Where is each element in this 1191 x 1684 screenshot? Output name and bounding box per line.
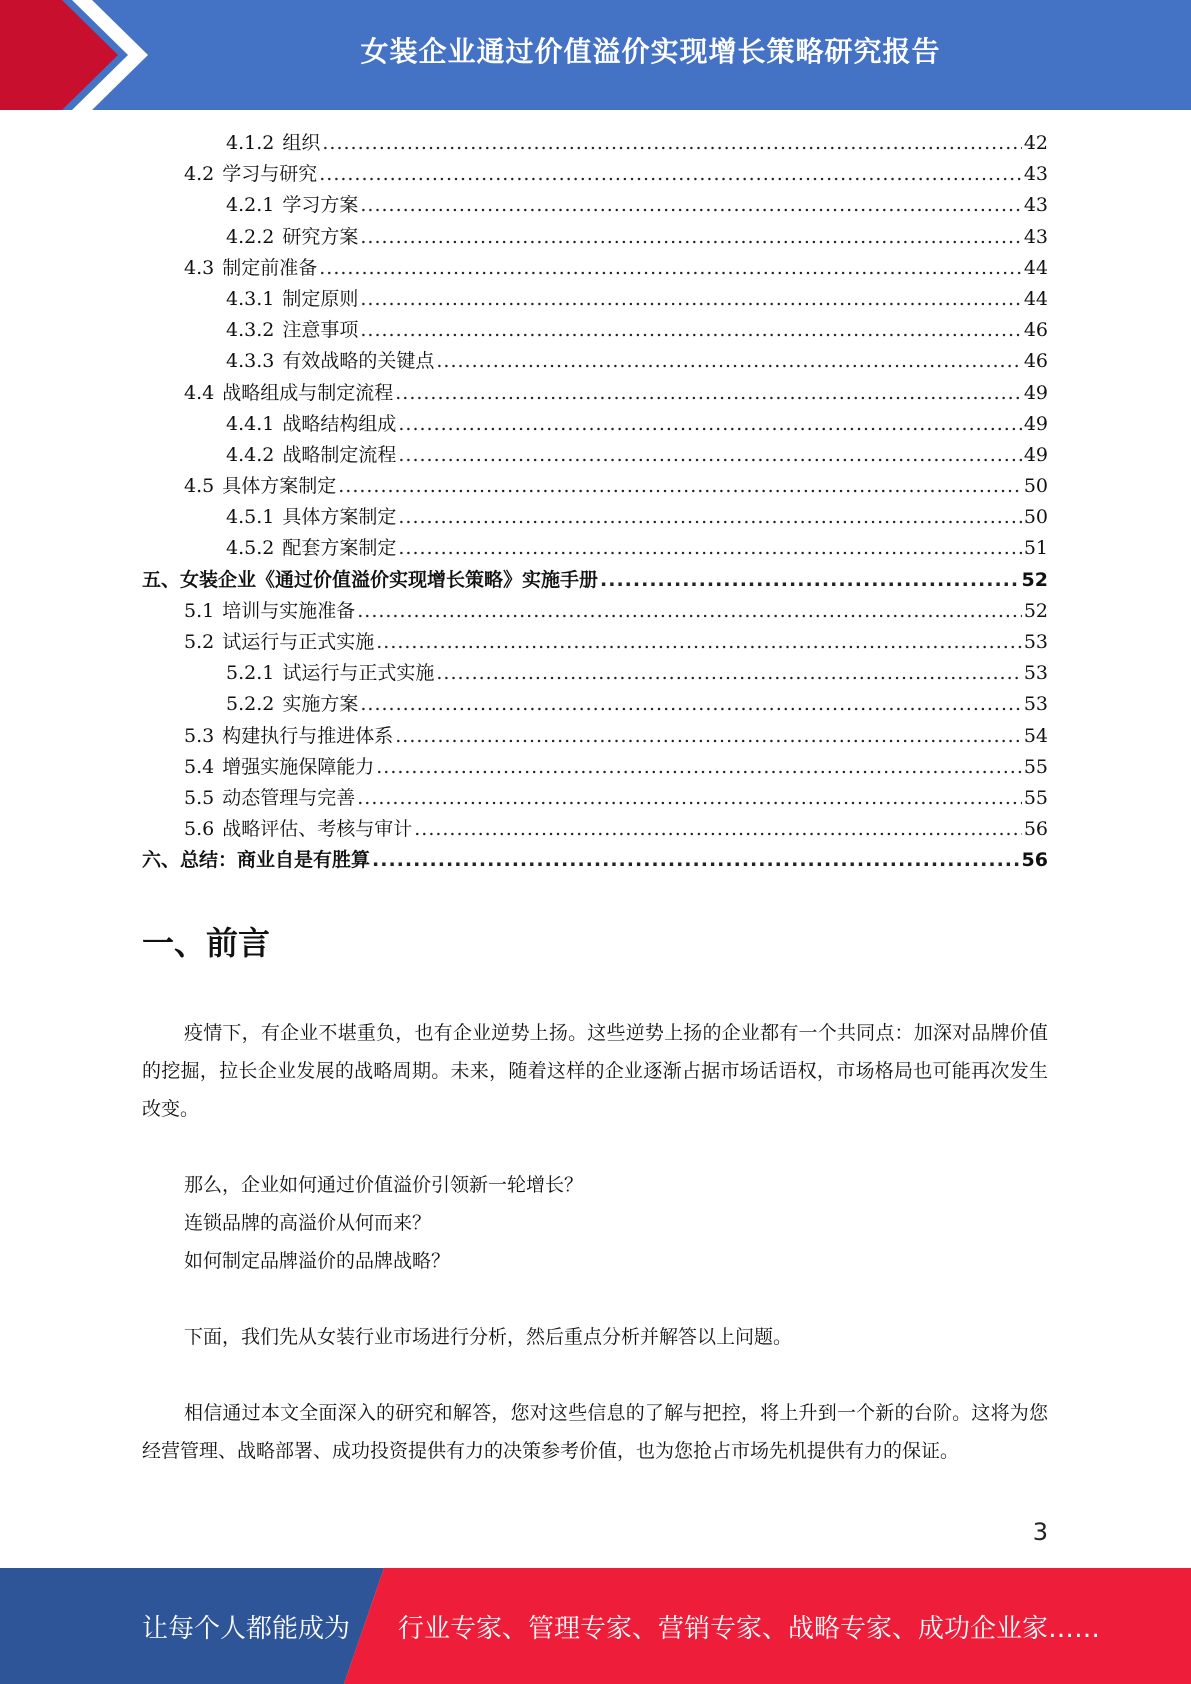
toc-entry-number: 5.3 [184,724,215,747]
toc-entry[interactable] [142,440,1048,471]
toc-leader-dots [395,378,1022,409]
toc-leader-dots [322,128,1021,159]
toc-entry-page: 50 [1023,506,1048,529]
footer-slogan-right: 行业专家、管理专家、营销专家、战略专家、成功企业家…… [398,1613,1101,1644]
toc-entry-number: 5.5 [184,786,215,809]
toc-entry-label: 配套方案制定 [282,537,397,560]
toc-entry-page: 55 [1023,786,1048,809]
question-3: 如何制定品牌溢价的品牌战略？ [184,1250,451,1272]
toc-entry-label: 制定原则 [282,287,359,310]
toc-entry-number: 4.3.1 [226,287,275,310]
toc-entry[interactable] [142,752,1048,783]
toc-leader-dots [398,533,1021,564]
toc-leader-dots [398,409,1021,440]
toc-entry-label: 注意事项 [282,319,359,342]
toc-leader-dots [395,721,1022,752]
toc-leader-dots [414,814,1022,845]
toc-entry[interactable] [142,658,1048,689]
toc-entry-number: 4.2.2 [226,225,275,248]
toc-entry[interactable] [142,190,1048,221]
toc-entry-label: 具体方案制定 [282,506,397,529]
toc-entry-page: 53 [1023,631,1048,653]
toc-entry[interactable] [142,159,1048,190]
intro-paragraph-1: 疫情下，有企业不堪重负，也有企业逆势上扬。这些逆势上扬的企业都有一个共同点：加深对品牌价值的挖掘，拉长企业发展的战略周期。未来，随着这样的企业逐渐占据市场话语权，市场格局也可能再次发生改变。 [142,1022,1048,1120]
toc-entry-label: 五、女装企业《通过价值溢价实现增长策略》实施手册 [142,568,599,591]
toc-leader-dots [372,845,1020,876]
toc-entry[interactable] [142,253,1048,284]
toc-leader-dots [360,190,1021,221]
header-chevron-decoration [0,0,160,110]
toc-entry[interactable] [142,346,1048,377]
toc-leader-dots [360,284,1021,315]
toc-leader-dots [376,752,1022,783]
toc-leader-dots [360,689,1021,720]
toc-entry[interactable] [142,814,1048,845]
toc-entry-number: 4.4.2 [226,443,275,466]
toc-entry-number: 4.4 [184,381,215,404]
toc-entry[interactable] [142,845,1048,876]
toc-entry-label: 学习方案 [282,194,359,217]
toc-entry-number: 4.4.1 [226,412,275,435]
toc-leader-dots [319,253,1022,284]
toc-entry[interactable] [142,596,1048,627]
toc-entry[interactable] [142,783,1048,814]
toc-leader-dots [376,627,1022,658]
intro-paragraph-3: 相信通过本文全面深入的研究和解答，您对这些信息的了解与把控，将上升到一个新的台阶。这将为您经营管理、战略部署、成功投资提供有力的决策参考价值，也为您抢占市场先机提供有力的保证。 [142,1402,1048,1462]
toc-entry-label: 研究方案 [282,225,359,248]
toc-entry-label: 试运行与正式实施 [282,662,435,685]
toc-entry-label: 具体方案制定 [222,475,337,498]
toc-entry-label: 试运行与正式实施 [222,631,375,653]
toc-entry-page: 43 [1023,225,1048,248]
toc-entry-label: 战略组成与制定流程 [222,381,394,404]
toc-entry[interactable] [142,502,1048,533]
section-heading: 一、前言 [142,924,271,962]
toc-leader-dots [338,471,1022,502]
toc-entry-page: 42 [1023,132,1048,154]
toc-entry-number: 4.5.2 [226,537,275,560]
toc-entry-label: 动态管理与完善 [222,786,356,809]
toc-entry-page: 43 [1023,194,1048,217]
toc-entry-page: 52 [1023,599,1048,622]
toc-entry[interactable] [142,315,1048,346]
toc-entry-page: 46 [1023,319,1048,342]
toc-entry-label: 战略制定流程 [282,443,397,466]
toc-entry-number: 5.4 [184,755,215,778]
toc-leader-dots [357,783,1022,814]
toc-entry-label: 制定前准备 [222,256,318,279]
toc-entry-label: 增强实施保障能力 [222,755,375,778]
toc-entry-page: 53 [1023,662,1048,685]
toc-leader-dots [436,658,1021,689]
toc-entry-page: 49 [1023,443,1048,466]
toc-entry-label: 六、总结：商业自是有胜算 [142,849,371,872]
toc-entry-number: 5.2.1 [226,662,275,685]
toc-entry-label: 战略评估、考核与审计 [222,818,413,841]
toc-entry-number: 4.2 [184,163,215,186]
toc-entry-number: 4.3 [184,256,215,279]
table-of-contents [142,128,1048,877]
toc-entry-page: 51 [1023,537,1048,560]
footer-slogan-left: 让每个人都能成为 [142,1613,351,1644]
report-title: 女装企业通过价值溢价实现增长策略研究报告 [360,35,941,68]
toc-entry[interactable] [142,565,1048,596]
toc-entry[interactable] [142,284,1048,315]
toc-entry-number: 4.3.2 [226,319,275,342]
toc-entry[interactable] [142,471,1048,502]
toc-leader-dots [398,502,1021,533]
toc-entry-page: 56 [1023,818,1048,841]
toc-entry-number: 5.2.2 [226,693,275,716]
toc-entry-number: 5.6 [184,818,215,841]
toc-entry[interactable] [142,128,1048,159]
question-1: 那么，企业如何通过价值溢价引领新一轮增长？ [184,1174,584,1196]
toc-entry-label: 学习与研究 [222,163,318,186]
intro-paragraph-2: 下面，我们先从女装行业市场进行分析，然后重点分析并解答以上问题。 [184,1326,793,1348]
toc-entry-page: 46 [1023,350,1048,373]
toc-entry-label: 培训与实施准备 [222,599,356,622]
toc-leader-dots [319,159,1022,190]
toc-entry-label: 构建执行与推进体系 [222,724,394,747]
toc-leader-dots [600,565,1020,596]
page-number: 3 [1032,1518,1048,1546]
toc-leader-dots [436,346,1021,377]
toc-entry[interactable] [142,533,1048,564]
toc-entry-number: 5.1 [184,599,215,622]
toc-entry-number: 4.3.3 [226,350,275,373]
page-header [0,0,1191,110]
toc-entry-number: 5.2 [184,631,215,653]
toc-entry[interactable] [142,721,1048,752]
toc-leader-dots [360,315,1021,346]
toc-entry-page: 52 [1021,568,1048,591]
toc-entry-page: 56 [1021,849,1048,872]
toc-entry-number: 4.1.2 [226,132,275,154]
toc-entry[interactable] [142,627,1048,658]
toc-entry[interactable] [142,689,1048,720]
question-2: 连锁品牌的高溢价从何而来？ [184,1212,432,1234]
toc-entry-label: 实施方案 [282,693,359,716]
toc-entry-number: 4.5 [184,475,215,498]
toc-entry-page: 55 [1023,755,1048,778]
toc-entry-page: 44 [1023,287,1048,310]
toc-entry-page: 43 [1023,163,1048,186]
toc-entry-page: 50 [1023,475,1048,498]
toc-leader-dots [360,222,1021,253]
toc-entry-page: 44 [1023,256,1048,279]
toc-entry-page: 49 [1023,412,1048,435]
page-footer [0,1568,1191,1684]
toc-entry-page: 49 [1023,381,1048,404]
toc-entry-page: 54 [1023,724,1048,747]
toc-leader-dots [398,440,1021,471]
toc-leader-dots [357,596,1022,627]
toc-entry-label: 组织 [282,132,321,154]
toc-entry-number: 4.2.1 [226,194,275,217]
toc-entry[interactable] [142,409,1048,440]
toc-entry[interactable] [142,378,1048,409]
toc-entry-label: 有效战略的关键点 [282,350,435,373]
toc-entry-number: 4.5.1 [226,506,275,529]
toc-entry-label: 战略结构组成 [282,412,397,435]
toc-entry[interactable] [142,222,1048,253]
toc-entry-page: 53 [1023,693,1048,716]
